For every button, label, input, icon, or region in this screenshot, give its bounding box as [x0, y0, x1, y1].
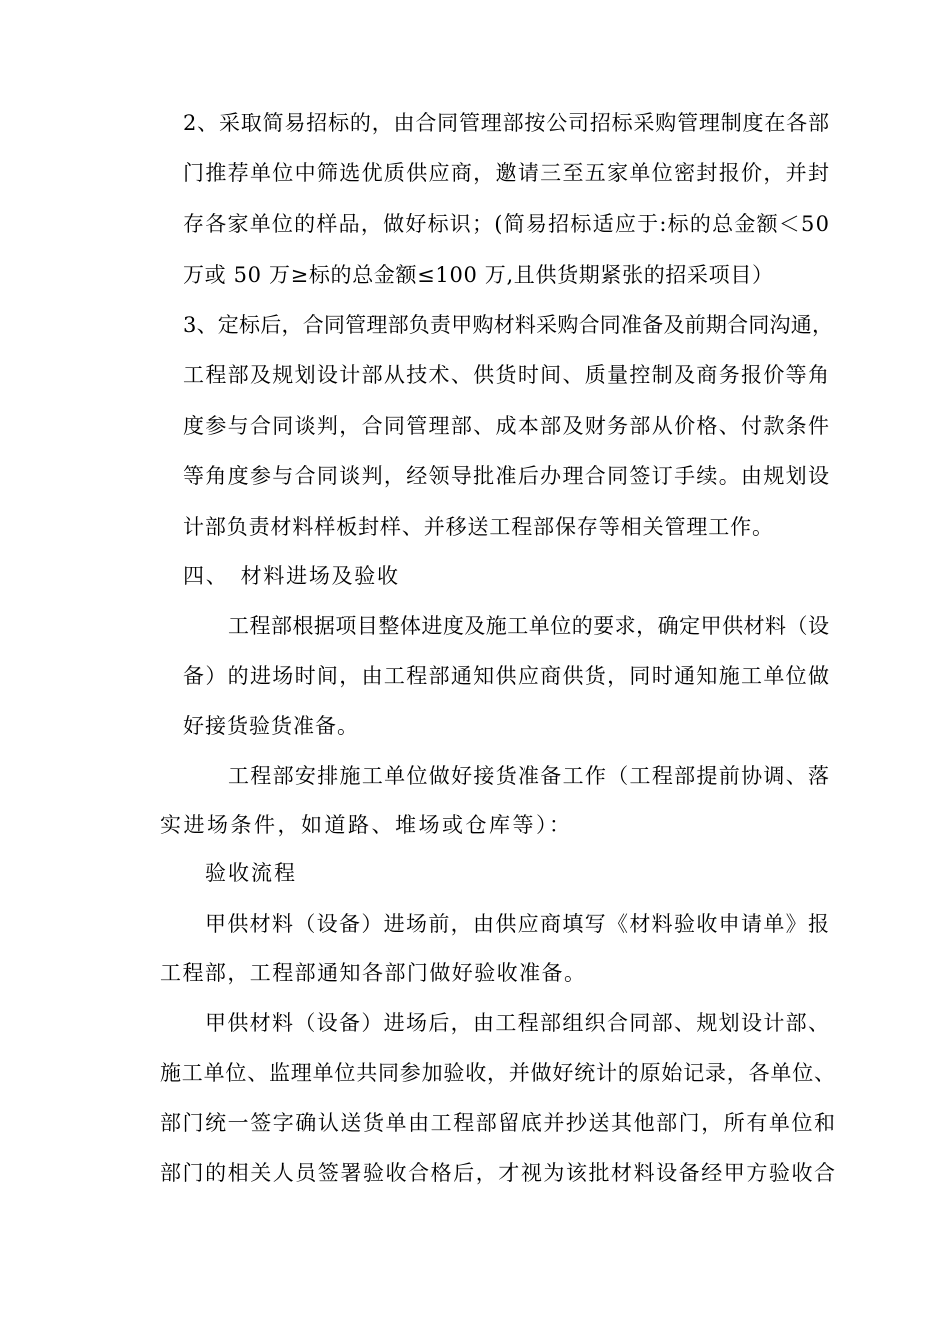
text-line: 门推荐单位中筛选优质供应商，邀请三至五家单位密封报价，并封	[183, 161, 831, 185]
subheading: 验收流程	[205, 861, 297, 885]
text-line: 3、定标后，合同管理部负责甲购材料采购合同准备及前期合同沟通，	[183, 313, 834, 337]
text-line: 工程部根据项目整体进度及施工单位的要求，确定甲供材料（设	[228, 614, 830, 638]
text-line: 实进场条件，如道路、堆场或仓库等）：	[160, 813, 573, 837]
text-line: 部门统一签字确认送货单由工程部留底并抄送其他部门，所有单位和	[160, 1111, 837, 1135]
text-line: 工程部安排施工单位做好接货准备工作（工程部提前协调、落	[228, 764, 831, 788]
text-line: 甲供材料（设备）进场前，由供应商填写《材料验收申请单》报	[205, 912, 831, 936]
text-line: 工程部及规划设计部从技术、供货时间、质量控制及商务报价等角	[183, 363, 831, 387]
text-line: 备）的进场时间，由工程部通知供应商供货，同时通知施工单位做	[183, 664, 831, 688]
text-line: 工程部，工程部通知各部门做好验收准备。	[160, 961, 587, 985]
text-line: 好接货验货准备。	[183, 714, 359, 738]
text-line: 甲供材料（设备）进场后，由工程部组织合同部、规划设计部、	[205, 1011, 831, 1035]
text-line: 施工单位、监理单位共同参加验收，并做好统计的原始记录，各单位、	[160, 1061, 836, 1085]
text-line: 计部负责材料样板封样、并移送工程部保存等相关管理工作。	[183, 515, 774, 539]
text-line: 存各家单位的样品，做好标识；(简易招标适应于:标的总金额＜50	[183, 212, 831, 236]
section-heading: 四、 材料进场及验收	[183, 564, 400, 588]
text-line: 万或 50 万≥标的总金额≤100 万,且供货期紧张的招采项目）	[183, 263, 774, 287]
text-line: 度参与合同谈判，合同管理部、成本部及财务部从价格、付款条件	[183, 414, 831, 438]
text-line: 2、采取简易招标的，由合同管理部按公司招标采购管理制度在各部	[183, 111, 830, 135]
text-line: 等角度参与合同谈判，经领导批准后办理合同签订手续。由规划设	[183, 464, 831, 488]
text-line: 部门的相关人员签署验收合格后，才视为该批材料设备经甲方验收合	[160, 1161, 837, 1185]
